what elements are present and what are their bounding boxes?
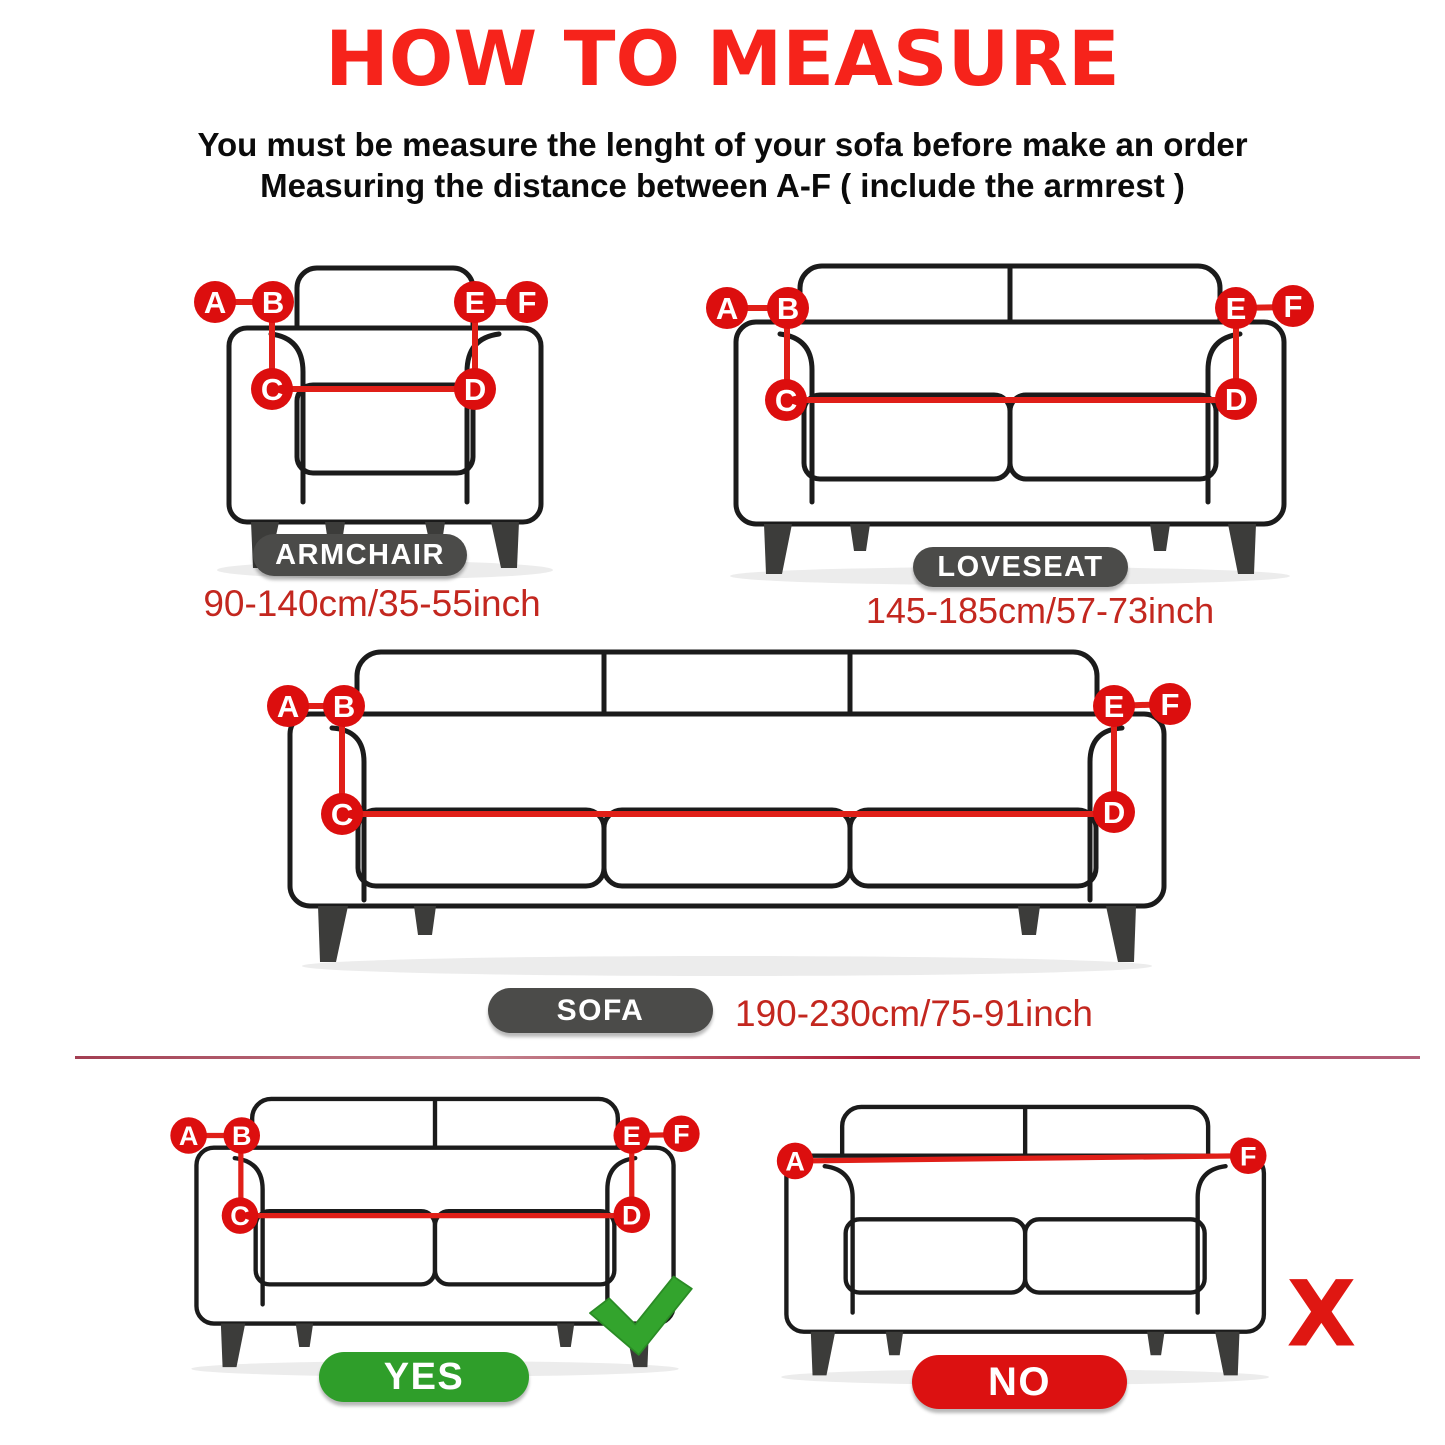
marker-c [222,1197,259,1234]
marker-e [454,281,496,323]
marker-a [194,281,236,323]
marker-f [1230,1137,1267,1174]
sofa-seat-cushion [850,810,1096,886]
yes-badge [319,1352,529,1402]
svg-text:E: E [622,1121,641,1152]
svg-text:D: D [1224,382,1248,417]
svg-text:A: A [785,1146,805,1177]
sofa-label-pill [488,988,713,1033]
sofa-seat-cushion [604,810,850,886]
svg-text:F: F [1283,289,1303,324]
svg-text:B: B [261,285,285,320]
armchair-label: ARMCHAIR [275,538,445,571]
svg-text:D: D [463,372,487,407]
loveseat-leg [1150,524,1170,551]
loveseat-leg [850,524,870,551]
loveseat-leg [1228,524,1256,574]
loveseat-diagram [700,250,1320,590]
svg-text:A: A [715,291,739,326]
yes-sofa-leg [221,1324,245,1368]
yes-label: YES [383,1355,465,1398]
marker-a [706,287,748,329]
no-sofa-leg [1215,1332,1239,1376]
marker-a [777,1143,814,1180]
subtitle [0,124,1445,206]
marker-a [170,1117,207,1154]
yes-sofa-leg [557,1324,574,1348]
armchair-label-pill [253,534,467,576]
marker-b [223,1117,260,1154]
marker-d [1093,791,1135,833]
sofa-label: SOFA [556,993,645,1027]
sofa-leg [414,906,436,935]
svg-text:A: A [178,1121,199,1152]
svg-text:C: C [260,372,284,407]
marker-d [613,1196,650,1233]
svg-text:E: E [464,285,486,320]
subtitle-line-2: Measuring the distance between A-F ( include the armrest ) [260,167,1185,204]
armchair-leg [491,522,519,568]
divider-line [75,1056,1420,1059]
no-sofa-leg [811,1332,835,1376]
svg-text:F: F [1239,1141,1257,1172]
svg-text:A: A [203,285,227,320]
marker-d [1215,378,1257,420]
no-sofa-seat-cushion [1025,1219,1204,1292]
loveseat-seat-cushion [804,395,1010,479]
marker-e [1093,685,1135,727]
loveseat-size-text: 145-185cm/57-73inch [865,590,1215,631]
sofa-diagram [252,638,1202,1000]
sofa-leg [318,906,348,962]
marker-f [1149,683,1191,725]
marker-c [321,793,363,835]
yes-example-diagram [165,1085,705,1381]
svg-text:F: F [517,285,537,320]
yes-sofa-seat-cushion [256,1211,435,1284]
svg-text:F: F [1160,687,1180,722]
page-title: HOW TO MEASURE [325,14,1120,103]
marker-f [506,281,548,323]
marker-c [765,379,807,421]
armchair-diagram [185,250,585,580]
armchair-seat-cushion [297,385,473,473]
no-badge [912,1355,1127,1409]
armchair-size-text: 90-140cm/35-55inch [203,583,541,624]
svg-text:B: B [332,689,356,724]
yes-sofa-seat-cushion [435,1211,614,1284]
marker-e [1215,287,1257,329]
svg-text:C: C [330,797,354,832]
no-sofa-seat-cushion [846,1219,1025,1292]
svg-text:B: B [231,1121,252,1152]
sofa-leg [1106,906,1136,962]
svg-text:C: C [774,383,798,418]
marker-e [613,1117,650,1154]
marker-b [767,287,809,329]
svg-text:C: C [230,1201,250,1232]
sofa-seat-cushion [358,810,604,886]
svg-text:A: A [276,689,300,724]
sofa-shadow [302,956,1152,976]
svg-text:D: D [622,1200,642,1231]
no-label: NO [988,1359,1051,1404]
x-icon: X [1286,1262,1357,1368]
loveseat-label: LOVESEAT [937,550,1104,583]
sofa-leg [1018,906,1040,935]
loveseat-seat-cushion [1010,395,1216,479]
sofa-size-text: 190-230cm/75-91inch [735,993,1093,1034]
marker-b [323,685,365,727]
loveseat-label-pill [913,547,1128,587]
marker-f [663,1115,700,1152]
loveseat-leg [764,524,792,574]
marker-f [1272,285,1314,327]
yes-sofa-leg [296,1324,313,1348]
svg-text:F: F [673,1119,690,1150]
marker-b [252,281,294,323]
marker-a [267,685,309,727]
no-example-diagram [755,1093,1365,1391]
svg-text:B: B [776,291,800,326]
marker-d [454,368,496,410]
marker-c [251,368,293,410]
svg-text:E: E [1103,689,1125,724]
no-sofa-leg [886,1332,903,1356]
subtitle-line-1: You must be measure the lenght of your sofa before make an order [197,126,1248,163]
svg-text:E: E [1225,291,1247,326]
no-sofa-leg [1147,1332,1164,1356]
svg-text:D: D [1102,795,1126,830]
